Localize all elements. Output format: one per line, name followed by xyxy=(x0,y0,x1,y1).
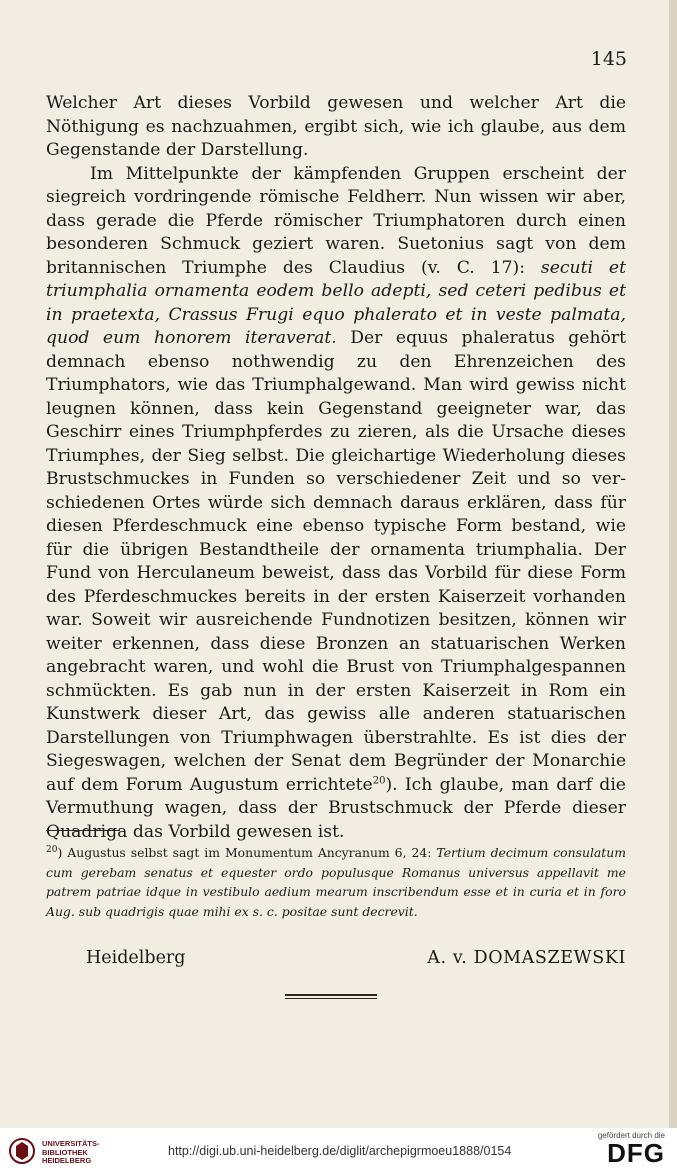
page-number: 145 xyxy=(590,48,627,70)
footnote-separator xyxy=(46,830,120,831)
permalink-url[interactable]: http://digi.ub.uni-heidelberg.de/diglit/archepigrmoeu1888/0154 xyxy=(168,1144,512,1158)
dfg-wordmark: DFG xyxy=(607,1138,665,1168)
text-run: Welcher Art dieses Vorbild gewesen und welcher Art die Nöthigung es nachzuahmen, ergibt sich, wie ich glaube, aus dem Gegenstande der Darstellung. xyxy=(46,93,626,160)
sponsor-caption: gefördert durch die xyxy=(597,1131,665,1140)
footnote-ref: 20 xyxy=(372,774,386,786)
paragraph-2 xyxy=(46,163,626,845)
page-edge xyxy=(669,0,677,1128)
end-ornament-rule xyxy=(285,994,377,1001)
paragraph-1 xyxy=(46,92,626,163)
library-name: UNIVERSITÄTS- BIBLIOTHEK HEIDELBERG xyxy=(42,1139,100,1166)
latin-quotation: secuti et triumphalia ornamenta eodem bello adepti, sed ceteri pedibus et in praetexta, Crassus Frugi equo phalerato et in veste palmata, quod eum honorem iteraverat. xyxy=(46,257,626,348)
signature-place: Heidelberg xyxy=(86,948,186,968)
university-library-logo[interactable] xyxy=(8,1136,168,1168)
text-run: ). Ich glaube, man darf die Vermuthung wagen, dass der Brustschmuck der Pferde dieser Quadriga das Vorbild gewesen ist. xyxy=(46,774,626,842)
footnote-ref: 20 xyxy=(46,844,58,855)
text-run: Im Mittelpunkte der kämpfenden Gruppen erscheint der siegreich vordringende römische Feldherr. Nun wissen wir aber, dass gerade die Pferde römischer Triumphatoren durch einen besonderen Schmuck geziert waren. Suetonius sagt von dem britannischen Triumphe des Claudius (v. C. 17): xyxy=(46,163,626,278)
digitization-footer xyxy=(0,1128,677,1174)
latin-quotation: Tertium decimum consulatum cum gerebam senatus et equester ordo populusque Romanus universus appellavit me patrem patriae idque in vestibulo aedium mearum inscribendum esse et in curia et in foro Aug. sub quadrigis quae mihi ex s. c. positae sunt decrevit. xyxy=(46,845,627,919)
library-seal-icon xyxy=(8,1136,36,1166)
signature-line xyxy=(86,948,626,974)
text-run: ) Augustus selbst sagt im Monumentum Ancyranum 6, 24: xyxy=(57,845,437,860)
footnote-20 xyxy=(46,843,626,921)
text-run: Der equus phaleratus gehört demnach ebenso nothwendig zu den Ehrenzeichen des Triumphators, wie das Triumphalgewand. Man wird gewiss nicht leugnen können, dass kein Gegenstand geeigneter war, das Geschirr eines Triumphpferdes zu zieren, als die Ursache dieses Triumphes, der Sieg selbst. Die gleichartige Wiederholung dieses Brustschmuckes in Funden so verschiedener Zeit und so verschiedenen Ortes würde sich demnach daraus erklären, dass für diesen Pferdeschmuck eine ebenso typische Form bestand, wie für die übrigen Bestandtheile der ornamenta triumphalia. Der Fund von Herculaneum beweist, dass das Vorbild für diese Form des Pferdeschmuckes bereits in der ersten Kaiserzeit vorhanden war. Soweit wir ausreichende Fundnotizen besitzen, können wir weiter erkennen, dass diese Bronzen an statuarischen Werken angebracht waren, und wohl die Brust von Triumphalgespannen schmückten. Es gab nun in der ersten Kaiserzeit in Rom ein Kunstwerk dieser Art, das gewiss alle anderen statuarischen Darstellungen von Triumphwagen überstrahlte. Es ist dies der Siegeswagen, welchen der Senat dem Begründer der Monarchie auf dem Forum Augustum errichtete xyxy=(46,328,626,795)
signature-author: A. v. DOMASZEWSKI xyxy=(427,948,626,968)
body-text xyxy=(46,92,626,844)
dfg-logo[interactable] xyxy=(575,1131,665,1166)
